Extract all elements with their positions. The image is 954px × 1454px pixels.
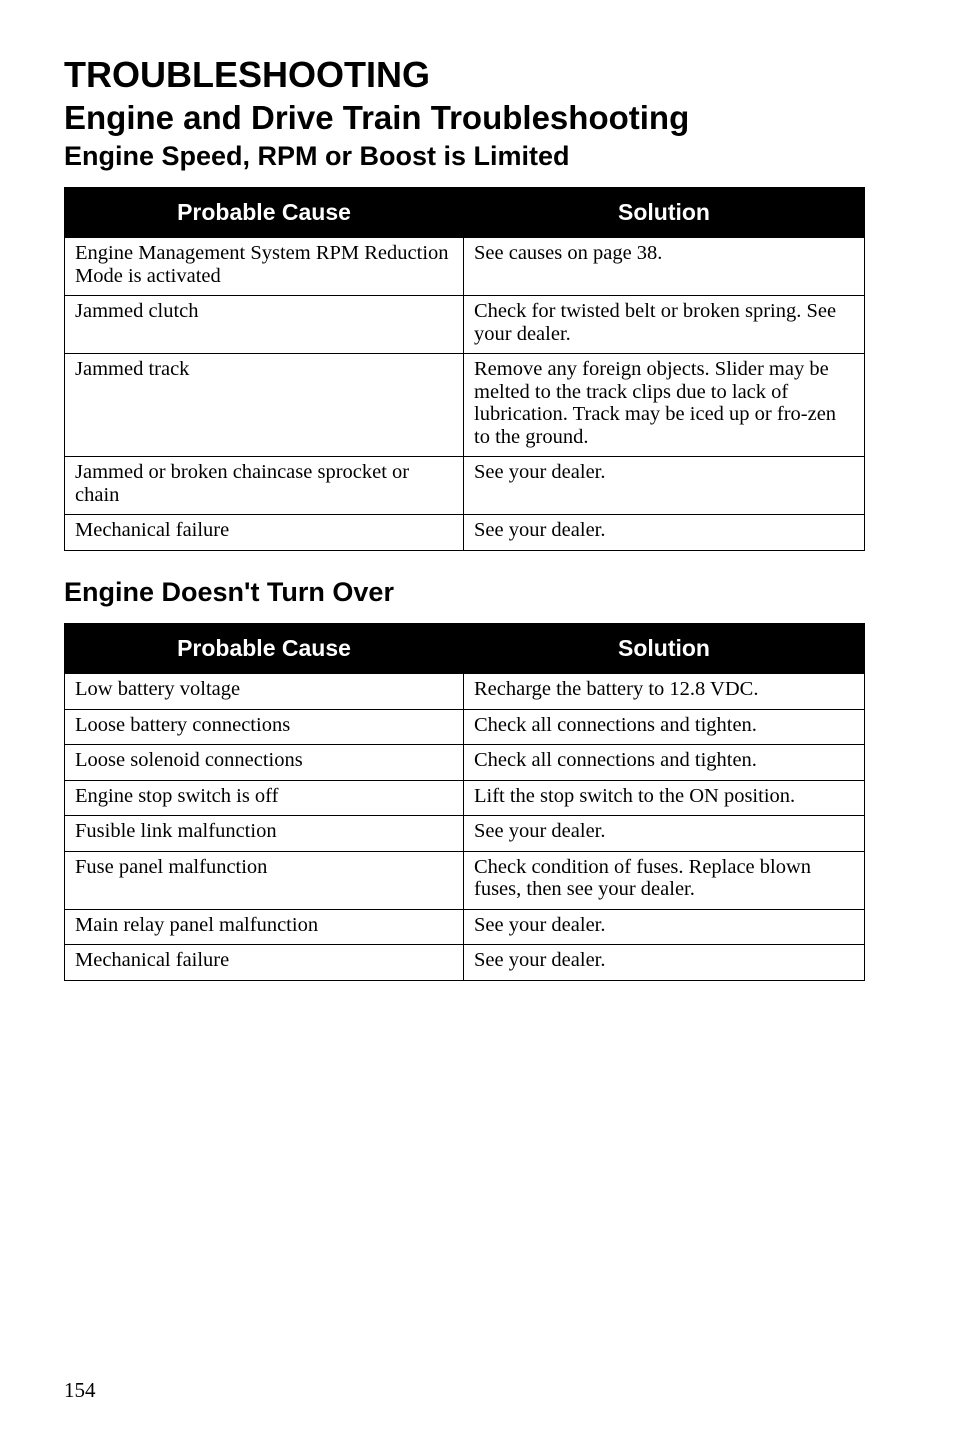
solution-cell: Check all connections and tighten. [464,709,865,745]
cause-cell: Fuse panel malfunction [65,851,464,909]
solution-cell: See your dealer. [464,816,865,852]
section-subheading: Engine and Drive Train Troubleshooting [64,99,690,136]
cause-cell: Low battery voltage [65,674,464,710]
cause-cell: Main relay panel malfunction [65,909,464,945]
table-header-row [65,623,865,674]
table-row [65,457,865,515]
table-row [65,515,865,551]
solution-cell: See your dealer. [464,457,865,515]
cause-cell: Jammed or broken chaincase sprocket or chain [65,457,464,515]
cause-cell: Jammed track [65,354,464,457]
page-number: 154 [64,1378,96,1402]
table-row [65,709,865,745]
section-title-engine-doesnt-turn-over: Engine Doesn't Turn Over [64,577,394,607]
table-row [65,945,865,981]
table-row [65,238,865,296]
cause-cell: Engine stop switch is off [65,780,464,816]
solution-cell: Check condition of fuses. Replace blown fuses, then see your dealer. [464,851,865,909]
cause-cell: Loose battery connections [65,709,464,745]
table-row [65,816,865,852]
cause-cell: Fusible link malfunction [65,816,464,852]
solution-cell: Check all connections and tighten. [464,745,865,781]
column-header-cause: Probable Cause [65,623,464,674]
troubleshooting-table-engine-doesnt-turn-over [64,623,865,981]
table-row [65,909,865,945]
troubleshooting-table-engine-speed [64,187,865,551]
table-row [65,296,865,354]
table-row [65,780,865,816]
solution-cell: See your dealer. [464,515,865,551]
solution-cell: See causes on page 38. [464,238,865,296]
page-heading: TROUBLESHOOTING [64,54,430,95]
column-header-solution: Solution [464,187,865,238]
table-header-row [65,187,865,238]
solution-cell: See your dealer. [464,945,865,981]
column-header-solution: Solution [464,623,865,674]
solution-cell: See your dealer. [464,909,865,945]
cause-cell: Mechanical failure [65,515,464,551]
solution-cell: Lift the stop switch to the ON position. [464,780,865,816]
table-row [65,674,865,710]
section-title-engine-speed: Engine Speed, RPM or Boost is Limited [64,141,570,171]
solution-cell: Remove any foreign objects. Slider may be melted to the track clips due to lack of lubrication. Track may be iced up or fro-zen to the ground. [464,354,865,457]
solution-cell: Recharge the battery to 12.8 VDC. [464,674,865,710]
cause-cell: Engine Management System RPM Reduction Mode is activated [65,238,464,296]
cause-cell: Mechanical failure [65,945,464,981]
cause-cell: Loose solenoid connections [65,745,464,781]
table-row [65,851,865,909]
cause-cell: Jammed clutch [65,296,464,354]
column-header-cause: Probable Cause [65,187,464,238]
solution-cell: Check for twisted belt or broken spring. See your dealer. [464,296,865,354]
table-row [65,354,865,457]
table-row [65,745,865,781]
